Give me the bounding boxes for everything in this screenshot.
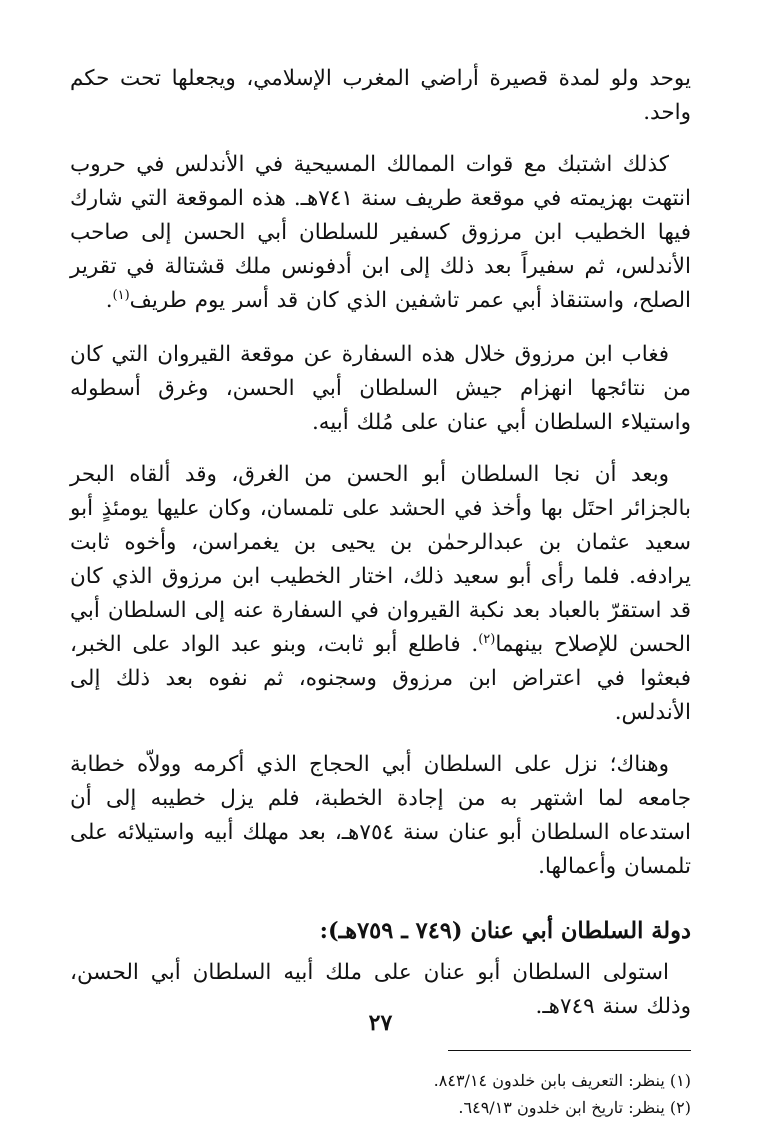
section-heading: دولة السلطان أبي عنان (٧٤٩ ـ ٧٥٩هـ):: [319, 918, 691, 944]
paragraph-end: .: [105, 288, 113, 313]
page-number: ٢٧: [368, 1010, 393, 1036]
footnote-ref-1: (١): [112, 287, 130, 303]
footnote-1: (١) ينظر: التعريف بابن خلدون ٨٤٣/١٤.: [433, 1071, 691, 1090]
paragraph-battle-of-tarifa: [70, 148, 691, 318]
paragraph-abu-inan: استولى السلطان أبو عنان على ملك أبيه السلطان أبي الحسن، وذلك سنة ٧٤٩هـ.: [70, 960, 691, 1019]
paragraph-kairouan: فغاب ابن مرزوق خلال هذه السفارة عن موقعة القيروان التي كان من نتائجها انهزام جيش السلطان أبي الحسن، وغرق أسطوله واستيلاء السلطان أبي عنان على مُلك أبيه.: [70, 342, 691, 435]
footnote-2: (٢) ينظر: تاريخ ابن خلدون ٦٤٩/١٣.: [458, 1098, 691, 1117]
paragraph-andalus-sermon: وهناك؛ نزل على السلطان أبي الحجاج الذي أكرمه وولاّه خطابة جامعه لما اشتهر به من إجادة الخطبة، فلم يزل خطيبه إلى أن استدعاه السلطان أبو عنان سنة ٧٥٤هـ، بعد مهلك أبيه واستيلائه على تلمسان وأعمالها.: [70, 752, 692, 879]
paragraph-text-end: . فاطلع أبو ثابت، وبنو عبد الواد على الخبر، فبعثوا في اعتراض ابن مرزوق وسجنوه، ثم نفوه بعد ذلك إلى الأندلس.: [70, 632, 691, 725]
paragraph-tlemcen: [70, 458, 691, 730]
paragraph-continuation: يوحد ولو لمدة قصيرة أراضي المغرب الإسلامي، ويجعلها تحت حكم واحد.: [70, 66, 691, 125]
footnote-ref-2: (٢): [478, 631, 496, 647]
paragraph-text: وبعد أن نجا السلطان أبو الحسن من الغرق، وقد ألقاه البحر بالجزائر احتَل بها وأخذ في الحشد على تلمسان، وكان عليها يومئذٍ أبو سعيد عثمان بن عبدالرحمٰن بن يحيى بن يغمراسن، وأخوه ثابت يرادفه. فلما رأى أبو سعيد ذلك، اختار الخطيب ابن مرزوق الذي كان قد استقرّ بالعباد بعد نكبة القيروان في السفارة عنه إلى السلطان أبي الحسن للإصلاح بينهما: [70, 462, 691, 657]
footnote-divider: [448, 1050, 691, 1051]
paragraph-text: كذلك اشتبك مع قوات الممالك المسيحية في الأندلس في حروب انتهت بهزيمته في موقعة طريف سنة ٧٤١هـ. هذه الموقعة التي شارك فيها الخطيب ابن مرزوق كسفير للسلطان أبي الحسن إلى صاحب الأندلس، ثم سفيراً بعد ذلك إلى ابن أدفونس ملك قشتالة في تقرير الصلح، واستنقاذ أبي عمر تاشفين الذي كان قد أسر يوم طريف: [70, 152, 691, 313]
